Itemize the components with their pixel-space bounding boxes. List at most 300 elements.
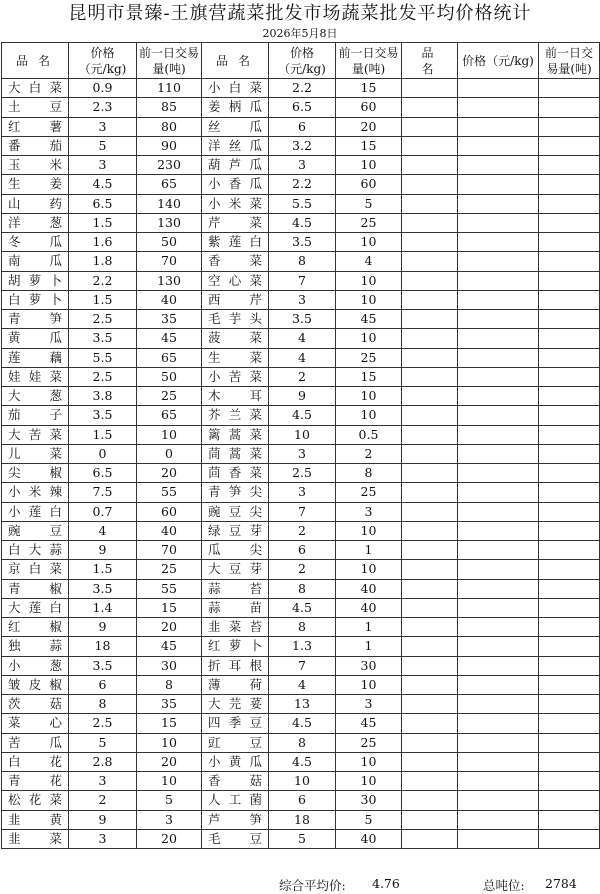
cell-name: 番茄 [2, 136, 69, 155]
cell-volume: 10 [336, 233, 402, 252]
cell-price [458, 483, 539, 502]
cell-name [402, 252, 458, 271]
cell-name [402, 829, 458, 848]
cell-price [458, 310, 539, 329]
cell-volume: 50 [137, 233, 202, 252]
cell-price: 2 [69, 791, 137, 810]
cell-price: 5.5 [69, 348, 137, 367]
cell-name: 土豆 [2, 98, 69, 117]
table-row [2, 579, 600, 598]
cell-volume [539, 714, 600, 733]
cell-name: 小白菜 [202, 79, 269, 98]
cell-price: 3 [269, 483, 336, 502]
cell-price: 18 [69, 637, 137, 656]
cell-volume [539, 791, 600, 810]
cell-price [458, 579, 539, 598]
cell-name: 小葱 [2, 656, 69, 675]
cell-name [402, 213, 458, 232]
cell-volume [539, 117, 600, 136]
cell-volume: 8 [336, 464, 402, 483]
cell-volume [539, 194, 600, 213]
cell-price: 2.5 [69, 310, 137, 329]
cell-name [402, 79, 458, 98]
cell-price: 6 [69, 675, 137, 694]
cell-price: 6.5 [69, 194, 137, 213]
cell-volume [539, 406, 600, 425]
cell-volume: 10 [336, 560, 402, 579]
cell-name: 蒜苗 [202, 598, 269, 617]
cell-price [458, 541, 539, 560]
table-row [2, 79, 600, 98]
cell-name [402, 233, 458, 252]
report-title: 昆明市景臻-王旗营蔬菜批发市场蔬菜批发平均价格统计 [68, 3, 532, 24]
cell-price [458, 444, 539, 463]
cell-price: 4 [69, 521, 137, 540]
cell-volume: 10 [137, 733, 202, 752]
cell-name: 姜柄瓜 [202, 98, 269, 117]
cell-price [458, 98, 539, 117]
cell-name: 青椒 [2, 579, 69, 598]
cell-volume: 140 [137, 194, 202, 213]
cell-price [458, 194, 539, 213]
cell-price: 3 [269, 444, 336, 463]
cell-volume [539, 252, 600, 271]
cell-name: 芦笋 [202, 810, 269, 829]
cell-volume: 40 [137, 521, 202, 540]
cell-volume: 85 [137, 98, 202, 117]
cell-volume: 0.5 [336, 425, 402, 444]
cell-price: 7 [269, 271, 336, 290]
table-row [2, 367, 600, 386]
cell-volume: 60 [336, 175, 402, 194]
table-row [2, 791, 600, 810]
cell-name: 四季豆 [202, 714, 269, 733]
report-footer [0, 874, 600, 892]
cell-price: 2 [269, 560, 336, 579]
cell-price: 5 [269, 829, 336, 848]
cell-volume [539, 290, 600, 309]
cell-price: 13 [269, 695, 336, 714]
header-name: 品名 [202, 43, 269, 79]
cell-price: 0 [69, 444, 137, 463]
cell-volume: 8 [137, 675, 202, 694]
cell-volume: 10 [336, 406, 402, 425]
cell-name: 京白菜 [2, 560, 69, 579]
cell-price [458, 406, 539, 425]
cell-name [402, 310, 458, 329]
cell-volume: 10 [336, 271, 402, 290]
cell-name: 尖椒 [2, 464, 69, 483]
table-row [2, 829, 600, 848]
cell-name [402, 656, 458, 675]
cell-name: 生菜 [202, 348, 269, 367]
cell-volume [539, 387, 600, 406]
cell-price [458, 175, 539, 194]
table-row [2, 425, 600, 444]
cell-price: 3 [269, 156, 336, 175]
table-row [2, 598, 600, 617]
cell-price [458, 791, 539, 810]
cell-name: 蒜苔 [202, 579, 269, 598]
cell-volume: 5 [336, 810, 402, 829]
cell-name [402, 98, 458, 117]
cell-name [402, 541, 458, 560]
cell-price [458, 560, 539, 579]
table-row [2, 213, 600, 232]
cell-volume: 25 [336, 483, 402, 502]
cell-price: 7 [269, 502, 336, 521]
table-row [2, 675, 600, 694]
table-row [2, 156, 600, 175]
cell-volume: 15 [137, 714, 202, 733]
cell-price: 9 [69, 618, 137, 637]
cell-price [458, 656, 539, 675]
cell-name [402, 714, 458, 733]
report-date: 2026年5月8日 [262, 27, 338, 40]
cell-volume [539, 348, 600, 367]
cell-price: 1.5 [69, 290, 137, 309]
cell-price: 0.9 [69, 79, 137, 98]
cell-volume: 70 [137, 252, 202, 271]
cell-name: 山药 [2, 194, 69, 213]
cell-name: 玉米 [2, 156, 69, 175]
cell-name: 胡萝卜 [2, 271, 69, 290]
table-row [2, 464, 600, 483]
cell-price: 6 [269, 117, 336, 136]
average-price-value: 4.76 [372, 876, 400, 891]
cell-volume: 25 [336, 733, 402, 752]
cell-name: 芥兰菜 [202, 406, 269, 425]
cell-name: 青花 [2, 772, 69, 791]
cell-name [402, 733, 458, 752]
cell-volume [539, 675, 600, 694]
cell-name: 苦瓜 [2, 733, 69, 752]
cell-price: 3 [69, 117, 137, 136]
cell-name [402, 772, 458, 791]
cell-volume: 20 [137, 464, 202, 483]
cell-volume: 45 [336, 310, 402, 329]
cell-price: 3 [69, 156, 137, 175]
cell-price [458, 156, 539, 175]
table-row [2, 406, 600, 425]
cell-volume: 10 [336, 156, 402, 175]
table-row [2, 810, 600, 829]
cell-price [458, 637, 539, 656]
cell-price: 1.6 [69, 233, 137, 252]
cell-name: 豌豆 [2, 521, 69, 540]
cell-price [458, 752, 539, 771]
cell-name: 松花菜 [2, 791, 69, 810]
cell-price: 9 [69, 810, 137, 829]
cell-price [458, 695, 539, 714]
cell-name: 冬瓜 [2, 233, 69, 252]
total-volume-label: 总吨位: [483, 878, 525, 893]
cell-volume: 3 [137, 810, 202, 829]
cell-name: 莲藕 [2, 348, 69, 367]
cell-volume: 45 [137, 637, 202, 656]
cell-volume [539, 156, 600, 175]
table-header-row [2, 43, 600, 79]
cell-volume: 30 [137, 656, 202, 675]
cell-name [402, 329, 458, 348]
cell-name: 红椒 [2, 618, 69, 637]
cell-volume [539, 329, 600, 348]
cell-name: 茨菇 [2, 695, 69, 714]
cell-volume: 65 [137, 175, 202, 194]
cell-name: 篱蒿菜 [202, 425, 269, 444]
cell-volume: 25 [137, 560, 202, 579]
cell-volume: 20 [137, 618, 202, 637]
cell-price: 8 [269, 618, 336, 637]
cell-volume [539, 444, 600, 463]
cell-volume: 45 [137, 329, 202, 348]
cell-volume: 10 [336, 675, 402, 694]
table-row [2, 387, 600, 406]
cell-name [402, 367, 458, 386]
table-row [2, 502, 600, 521]
header-price: 价格（元/kg) [458, 43, 539, 79]
cell-name [402, 194, 458, 213]
cell-name: 茴香菜 [202, 464, 269, 483]
cell-volume: 40 [137, 290, 202, 309]
cell-volume: 10 [336, 329, 402, 348]
cell-name: 黄瓜 [2, 329, 69, 348]
cell-volume: 5 [336, 194, 402, 213]
table-row [2, 194, 600, 213]
table-row [2, 772, 600, 791]
table-row [2, 329, 600, 348]
cell-price: 6.5 [69, 464, 137, 483]
table-row [2, 290, 600, 309]
cell-volume: 10 [137, 772, 202, 791]
cell-price: 4.5 [69, 175, 137, 194]
table-row [2, 252, 600, 271]
cell-price: 3.8 [69, 387, 137, 406]
cell-volume: 25 [137, 387, 202, 406]
cell-volume [539, 79, 600, 98]
cell-volume: 55 [137, 579, 202, 598]
cell-price [458, 810, 539, 829]
cell-volume: 1 [336, 637, 402, 656]
cell-price: 3.5 [69, 406, 137, 425]
cell-volume: 40 [336, 829, 402, 848]
cell-volume: 55 [137, 483, 202, 502]
cell-volume: 40 [336, 579, 402, 598]
cell-price: 10 [269, 772, 336, 791]
cell-name: 青笋 [2, 310, 69, 329]
cell-price: 1.3 [269, 637, 336, 656]
cell-price [458, 213, 539, 232]
cell-name [402, 444, 458, 463]
cell-name: 小米辣 [2, 483, 69, 502]
table-row [2, 695, 600, 714]
cell-price: 2.2 [269, 175, 336, 194]
table-row [2, 733, 600, 752]
table-row [2, 521, 600, 540]
cell-name [402, 290, 458, 309]
cell-price: 4.5 [269, 714, 336, 733]
cell-price: 6 [269, 791, 336, 810]
cell-volume: 30 [336, 791, 402, 810]
cell-volume: 5 [137, 791, 202, 810]
cell-price: 4.5 [269, 213, 336, 232]
cell-volume: 130 [137, 271, 202, 290]
cell-volume: 10 [137, 425, 202, 444]
cell-price: 10 [269, 425, 336, 444]
cell-price: 2.5 [269, 464, 336, 483]
cell-price [458, 387, 539, 406]
cell-volume: 10 [336, 521, 402, 540]
cell-volume [539, 98, 600, 117]
cell-volume: 15 [336, 79, 402, 98]
header-volume: 前一日交易量(吨) [336, 43, 402, 79]
cell-price: 2.5 [69, 367, 137, 386]
cell-volume: 1 [336, 618, 402, 637]
cell-volume [539, 810, 600, 829]
cell-price: 8 [269, 579, 336, 598]
cell-name: 木耳 [202, 387, 269, 406]
cell-price: 3 [69, 829, 137, 848]
cell-volume [539, 310, 600, 329]
cell-name: 娃娃菜 [2, 367, 69, 386]
table-row [2, 752, 600, 771]
cell-volume: 10 [336, 772, 402, 791]
table-row [2, 714, 600, 733]
cell-price: 9 [269, 387, 336, 406]
cell-volume: 60 [336, 98, 402, 117]
table-row [2, 637, 600, 656]
cell-volume [539, 367, 600, 386]
cell-name: 小黄瓜 [202, 752, 269, 771]
cell-price: 1.4 [69, 598, 137, 617]
cell-price: 3 [69, 772, 137, 791]
cell-name: 折耳根 [202, 656, 269, 675]
cell-name: 小米菜 [202, 194, 269, 213]
cell-name: 人工菌 [202, 791, 269, 810]
cell-price [458, 464, 539, 483]
cell-name: 紫莲白 [202, 233, 269, 252]
cell-name: 白萝卜 [2, 290, 69, 309]
cell-price [458, 829, 539, 848]
cell-price: 4.5 [269, 598, 336, 617]
cell-volume: 2 [336, 444, 402, 463]
cell-price: 3.5 [269, 310, 336, 329]
cell-volume: 90 [137, 136, 202, 155]
cell-name: 红萝卜 [202, 637, 269, 656]
cell-name [402, 810, 458, 829]
cell-name [402, 348, 458, 367]
cell-price [458, 425, 539, 444]
cell-name: 独蒜 [2, 637, 69, 656]
cell-price [458, 598, 539, 617]
cell-volume [539, 521, 600, 540]
cell-price [458, 271, 539, 290]
cell-name: 韭菜 [2, 829, 69, 848]
cell-name [402, 560, 458, 579]
cell-volume: 80 [137, 117, 202, 136]
cell-name [402, 464, 458, 483]
cell-price [458, 329, 539, 348]
cell-price [458, 772, 539, 791]
cell-name: 白大蒜 [2, 541, 69, 560]
cell-price: 7 [269, 656, 336, 675]
cell-name: 瓜尖 [202, 541, 269, 560]
cell-name [402, 175, 458, 194]
cell-price: 1.5 [69, 560, 137, 579]
cell-name: 红薯 [2, 117, 69, 136]
cell-volume: 35 [137, 695, 202, 714]
cell-name: 青笋尖 [202, 483, 269, 502]
cell-name [402, 618, 458, 637]
cell-name: 菜心 [2, 714, 69, 733]
cell-price: 3.5 [69, 579, 137, 598]
cell-name [402, 752, 458, 771]
header-price: 价格（元/kg) [69, 43, 137, 79]
cell-volume: 3 [336, 502, 402, 521]
cell-price: 3.2 [269, 136, 336, 155]
cell-volume [539, 733, 600, 752]
cell-price: 6.5 [269, 98, 336, 117]
cell-name: 香菇 [202, 772, 269, 791]
cell-name: 小莲白 [2, 502, 69, 521]
header-price: 价格（元/kg) [269, 43, 336, 79]
cell-volume [539, 598, 600, 617]
cell-volume: 3 [336, 695, 402, 714]
cell-price: 3.5 [69, 656, 137, 675]
cell-price: 5 [69, 136, 137, 155]
cell-name: 葫芦瓜 [202, 156, 269, 175]
price-table [1, 42, 600, 849]
cell-price: 1.8 [69, 252, 137, 271]
cell-name: 芹菜 [202, 213, 269, 232]
cell-volume: 50 [137, 367, 202, 386]
cell-price: 0.7 [69, 502, 137, 521]
cell-price: 2.2 [69, 271, 137, 290]
cell-price [458, 521, 539, 540]
cell-volume: 4 [336, 252, 402, 271]
header-volume: 前一日交易量(吨) [137, 43, 202, 79]
table-row [2, 483, 600, 502]
cell-name: 大白菜 [2, 79, 69, 98]
cell-volume: 30 [336, 656, 402, 675]
cell-price: 4 [269, 329, 336, 348]
cell-volume: 25 [336, 213, 402, 232]
cell-volume: 15 [336, 367, 402, 386]
cell-name [402, 406, 458, 425]
cell-price: 7.5 [69, 483, 137, 502]
cell-name: 空心菜 [202, 271, 269, 290]
cell-volume [539, 579, 600, 598]
cell-name: 毛豆 [202, 829, 269, 848]
cell-name [402, 425, 458, 444]
cell-name: 菠菜 [202, 329, 269, 348]
cell-name: 韭黄 [2, 810, 69, 829]
cell-price: 1.5 [69, 425, 137, 444]
average-price-label: 综合平均价: [279, 878, 346, 893]
cell-name: 大苦菜 [2, 425, 69, 444]
cell-name [402, 598, 458, 617]
cell-volume: 65 [137, 348, 202, 367]
cell-volume [539, 271, 600, 290]
cell-volume [539, 637, 600, 656]
cell-price: 2 [269, 521, 336, 540]
cell-name [402, 637, 458, 656]
cell-price [458, 252, 539, 271]
cell-price: 2.5 [69, 714, 137, 733]
cell-name: 韭菜苔 [202, 618, 269, 637]
cell-price: 4 [269, 675, 336, 694]
cell-price [458, 714, 539, 733]
